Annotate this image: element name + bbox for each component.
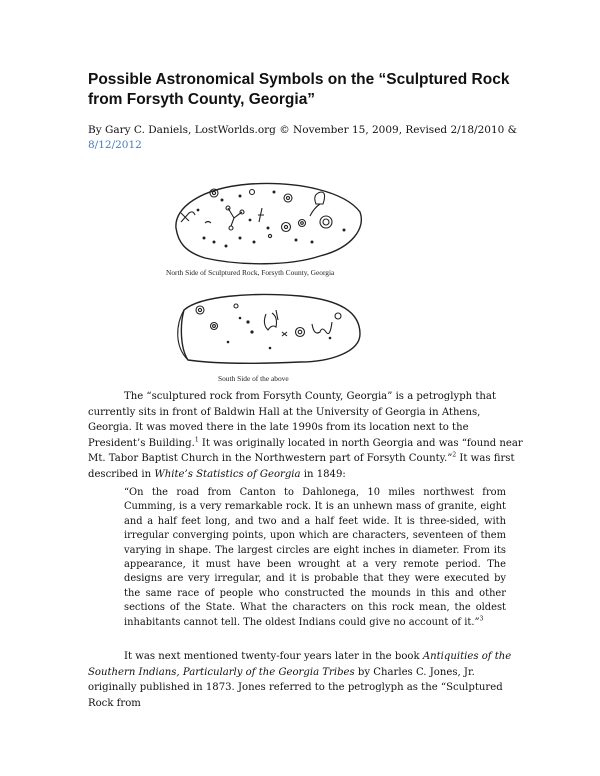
- footnote-ref-1[interactable]: 1: [194, 436, 199, 444]
- north-side-rock-drawing: [0, 180, 600, 280]
- byline-text: By Gary C. Daniels, LostWorlds.org © November 15, 2009, Revised 2/18/2010 &: [88, 124, 517, 136]
- south-side-rock-drawing: [0, 290, 600, 370]
- revision-date-link[interactable]: 8/12/2012: [88, 139, 142, 151]
- block-quote: “On the road from Canton to Dahlonega, 10 miles northwest from Cumming, is a very remarkable rock. It is an unhewn mass of granite, eight and a half feet long, and two and a half feet wide. It is three-sided, with irregular converging points, upon which are characters, seventeen of them varying in shape. The largest circles are eight inches in diameter. From its appearance, it must have been wrought at a very remote period. The designs are very irregular, and it is probable that they were executed by the same race of people who constructed the mounds in this and other sections of the State. What the characters on this rock mean, the oldest inhabitants cannot tell. The oldest Indians could give no account of it.”$^3$: [124, 487, 506, 628]
- figure-north-side: [0, 180, 600, 280]
- book-title: Antiquities of the Southern Indians, Particularly of the Georgia Tribes: [88, 651, 512, 678]
- document-title: Possible Astronomical Symbols on the “Sculptured Rock from Forsyth County, Georgia”: [88, 71, 510, 108]
- footnote-ref-2[interactable]: 2: [452, 451, 457, 459]
- footnote-ref-3[interactable]: 3: [479, 615, 484, 623]
- figure-south-side: [0, 290, 600, 370]
- body-paragraph-2: It was next mentioned twenty-four years later in the book Antiquities of the Southern Indians, Particularly of the Georgia Tribes by Charles C. Jones, Jr. originally published in 1873. Jones referred to the petroglyph as the “Sculptured Rock from: [88, 651, 512, 709]
- figure-caption-north: North Side of Sculptured Rock, Forsyth County, Georgia: [166, 268, 335, 277]
- body-paragraph-1: The “sculptured rock from Forsyth County, Georgia” is a petroglyph that currently sits in front of Baldwin Hall at the University of Georgia in Athens, Georgia. It was moved there in the late 1990s from its location next to the President’s Building.$^1$ It was originally located in north Georgia and was “found near Mt. Tabor Baptist Church in the Northwestern part of Forsyth County.”$^2$ It was first described in White’s Statistics of Georgia in 1849:: [88, 391, 523, 480]
- figure-caption-south: South Side of the above: [218, 374, 289, 383]
- byline: [88, 123, 528, 153]
- source-title: White’s Statistics of Georgia: [154, 468, 301, 480]
